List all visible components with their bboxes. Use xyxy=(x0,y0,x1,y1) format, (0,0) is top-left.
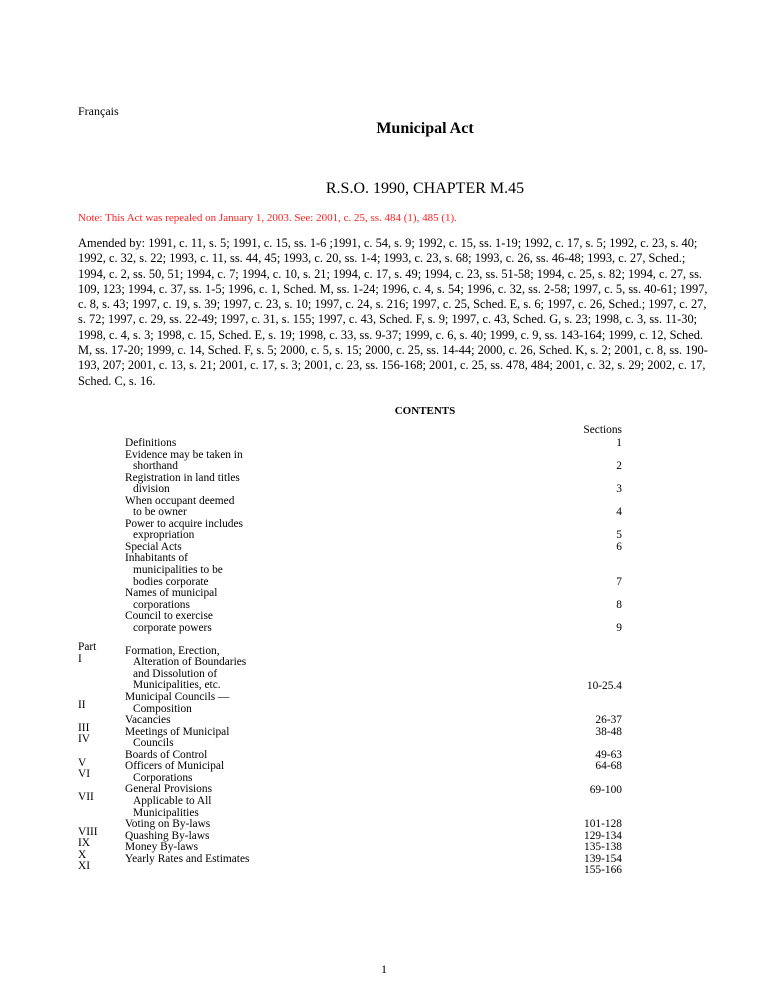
toc-section-number: 129-134 xyxy=(584,829,622,842)
part-number: IV xyxy=(78,733,91,746)
toc-section-number: 155-166 xyxy=(584,864,622,877)
toc-title: Definitions xyxy=(125,437,177,449)
part-number: V xyxy=(78,756,87,769)
part-number: IX xyxy=(78,837,91,850)
toc-section-number: 2 xyxy=(616,460,622,473)
toc-section-number: 69-100 xyxy=(589,783,622,796)
toc-section-number: 1 xyxy=(616,437,622,449)
toc-part-title: Quashing By-laws xyxy=(125,829,210,842)
toc-part-title: Voting on By-laws xyxy=(125,818,211,831)
sections-column-heading: Sections xyxy=(583,424,622,436)
toc-part-title: Yearly Rates and Estimates xyxy=(125,852,250,865)
chapter-subtitle: R.S.O. 1990, CHAPTER M.45 xyxy=(325,180,525,197)
part-number: VI xyxy=(78,768,91,781)
toc-section-number: 8 xyxy=(616,598,622,611)
toc-part-title: General Provisions Applicable to All Municipalities xyxy=(125,783,212,819)
toc-section-number: 9 xyxy=(616,621,622,634)
toc-part-title: Municipal Councils — Composition xyxy=(125,691,230,715)
repeal-note: Note: This Act was repealed on January 1, 2003. See: 2001, c. 25, ss. 484 (1), 485 (1). xyxy=(78,212,457,224)
toc-section-number: 26-37 xyxy=(595,714,622,727)
amendments-paragraph: Amended by: 1991, c. 11, s. 5; 1991, c. 15, ss. 1-6 ;1991, c. 54, s. 9; 1992, c. 15, ss. 1-19; 1992, c. 17, s. 5; 1992, c. 23, s. 40; 1992, c. 32, s. 22; 1993, c. 11, ss. 44, 45; 1993, c. 20, ss. 1-4; 1993, c. 23, s. 68; 1993, c. 26, ss. 46-48; 1993, c. 27, Sched.; 1994, c. 2, ss. 50, 51; 1994, c. 7; 1994, c. 10, s. 21; 1994, c. 17, s. 49; 1994, c. 23, ss. 51-58; 1994, c. 25, s. 82; 1994, c. 27, ss. 109, 123; 1994, c. 37, ss. 1-5; 1996, c. 1, Sched. M, ss. 1-24; 1996, c. 4, s. 54; 1996, c. 32, ss. 2-58; 1997, c. 5, ss. 40-61; 1997, c. 8, s. 43; 1997, c. 19, s. 39; 1997, c. 23, s. 10; 1997, c. 24, s. 216; 1997, c. 25, Sched. E, s. 6; 1997, c. 26, Sched.; 1997, c. 27, s. 72; 1997, c. 29, ss. 22-49; 1997, c. 31, s. 155; 1997, c. 43, Sched. F, s. 9; 1997, c. 43, Sched. G, s. 23; 1998, c. 3, ss. 11-30; 1998, c. 4, s. 3; 1998, c. 15, Sched. E, s. 19; 1998, c. 33, ss. 9-37; 1999, c. 6, s. 40; 1999, c. 9, ss. 143-164; 1999, c. 12, Sched. M, ss. 17-20; 1999, c. 14, Sched. F, s. 5; 2000, c. 5, s. 15; 2000, c. 25, ss. 14-44; 2000, c. 26, Sched. K, s. 2; 2001, c. 8, ss. 190-193, 207; 2001, c. 13, s. 21; 2001, c. 17, s. 3; 2001, c. 23, ss. 156-168; 2001, c. 25, ss. 478, 484; 2001, c. 32, s. 29; 2002, c. 17, Sched. C, s. 16. xyxy=(78,236,708,388)
contents-heading: CONTENTS xyxy=(394,405,456,417)
toc-part-title: Officers of Municipal Corporations xyxy=(125,760,225,784)
part-number: I xyxy=(78,652,82,665)
toc-title: Evidence may be taken in shorthand xyxy=(125,448,243,473)
toc-title: Registration in land titles division xyxy=(125,471,240,496)
toc-part-title: Vacancies xyxy=(125,714,171,727)
part-number-column xyxy=(78,641,98,873)
toc-section-number: 6 xyxy=(616,540,622,553)
part-number: X xyxy=(78,848,87,861)
toc-part-title: Boards of Control xyxy=(125,748,208,761)
toc-part-title: Money By-laws xyxy=(125,841,199,854)
toc-title: Council to exercise corporate powers xyxy=(125,610,213,634)
toc-section-number: 4 xyxy=(616,506,622,519)
toc-section-number: 49-63 xyxy=(595,748,622,761)
part-number: VII xyxy=(78,791,94,804)
toc-section-number: 38-48 xyxy=(595,725,622,738)
toc-title: Special Acts xyxy=(125,540,182,553)
toc-title: Names of municipal corporations xyxy=(125,587,218,611)
page-title: Municipal Act xyxy=(376,120,474,137)
page-number: 1 xyxy=(381,962,387,976)
toc-section-number: 5 xyxy=(616,529,622,542)
toc-section-number: 64-68 xyxy=(595,760,622,773)
toc-title: When occupant deemed to be owner xyxy=(125,494,235,519)
toc-section-number: 10-25.4 xyxy=(586,679,622,692)
part-word: Part xyxy=(78,641,97,653)
toc-title-text: Evidence may be taken in xyxy=(125,448,243,461)
part-number: II xyxy=(78,698,86,711)
part-number: VIII xyxy=(78,825,98,838)
toc-section-number: 101-128 xyxy=(584,818,622,831)
language-link[interactable]: Français xyxy=(78,104,119,118)
part-number: XI xyxy=(78,860,91,873)
toc-part-title: Meetings of Municipal Councils xyxy=(125,725,230,750)
toc-section-number: 3 xyxy=(616,483,622,496)
contents-titles-column xyxy=(125,438,249,865)
toc-section-number: 139-154 xyxy=(584,852,622,865)
toc-section-number: 135-138 xyxy=(584,841,622,854)
toc-title: Power to acquire includes expropriation xyxy=(125,517,243,542)
part-number: III xyxy=(78,721,90,734)
toc-section-number: 7 xyxy=(616,575,622,588)
contents-sections-column xyxy=(500,437,622,877)
toc-title: Inhabitants of municipalities to be bodies corporate xyxy=(125,552,223,588)
toc-part-title: Formation, Erection, Alteration of Boundaries and Dissolution of Municipalities, etc. xyxy=(125,644,247,692)
